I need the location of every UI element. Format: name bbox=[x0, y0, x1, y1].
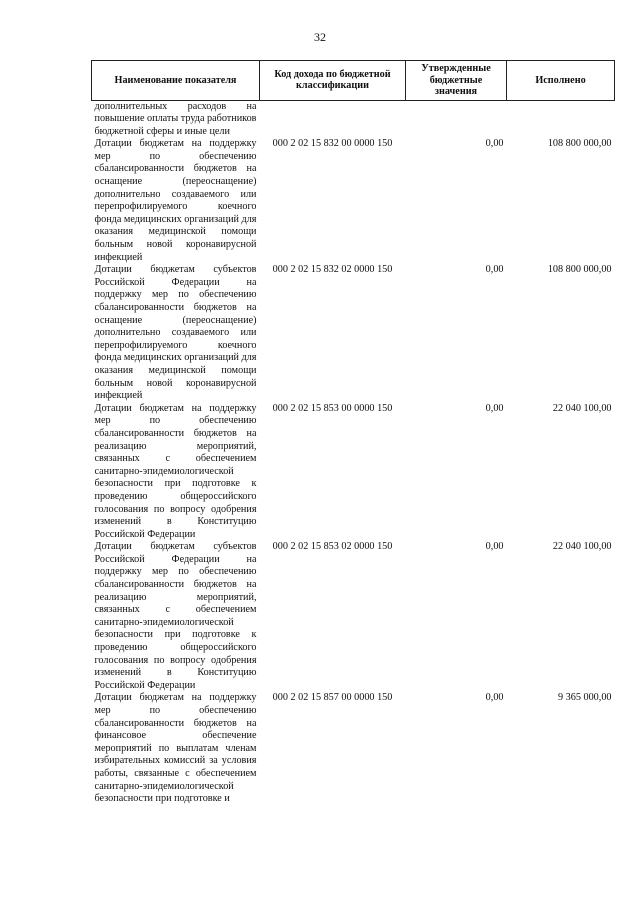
executed-value: 22 040 100,00 bbox=[552, 402, 612, 414]
header-indicator-name: Наименование показателя bbox=[92, 61, 260, 101]
approved-value: 0,00 bbox=[485, 402, 504, 414]
table-row bbox=[92, 100, 615, 138]
approved-value: 0,00 bbox=[485, 138, 504, 150]
executed-value: 108 800 000,00 bbox=[547, 138, 612, 150]
table-row bbox=[92, 692, 615, 805]
budget-revenue-table bbox=[91, 60, 615, 806]
header-revenue-code: Код дохода по бюджетной классификации bbox=[260, 61, 406, 101]
executed-value bbox=[507, 100, 615, 138]
indicator-name: Дотации бюджетам на поддержку мер по обеспечению сбалансированности бюджетов на финансовое обеспечение мероприятий по выплатам членам избирательных комиссий за условия работы, связанные с обеспечением санитарно-эпидемиологической безопасности при подготовке и bbox=[94, 692, 257, 805]
approved-value: 0,00 bbox=[485, 264, 504, 276]
executed-value: 9 365 000,00 bbox=[558, 692, 612, 704]
indicator-name: Дотации бюджетам на поддержку мер по обеспечению сбалансированности бюджетов на оснащение (переоснащение) дополнительно создаваемого или перепрофилируемого коечного фонда медицинских организаций для оказания медицинской помощи больным новой коронавирусной инфекцией bbox=[94, 138, 257, 263]
table-header-row bbox=[92, 61, 615, 101]
approved-value bbox=[406, 100, 507, 138]
executed-value: 22 040 100,00 bbox=[552, 541, 612, 553]
approved-value: 0,00 bbox=[485, 692, 504, 704]
indicator-name: дополнительных расходов на повышение оплаты труда работников бюджетной сферы и иные цели bbox=[94, 100, 257, 137]
indicator-name: Дотации бюджетам субъектов Российской Федерации на поддержку мер по обеспечению сбалансированности бюджетов на реализацию мероприятий, связанных с обеспечением санитарно-эпидемиологической безопасности при подготовке к проведению общероссийского голосования по вопросу одобрения изменений в Конституцию Российской Федерации bbox=[94, 541, 257, 691]
approved-value: 0,00 bbox=[485, 541, 504, 553]
revenue-code: 000 2 02 15 857 00 0000 150 bbox=[272, 692, 393, 704]
table-row bbox=[92, 403, 615, 542]
revenue-code: 000 2 02 15 832 02 0000 150 bbox=[272, 264, 393, 276]
executed-value: 108 800 000,00 bbox=[547, 264, 612, 276]
table-row bbox=[92, 138, 615, 264]
revenue-code: 000 2 02 15 853 02 0000 150 bbox=[272, 541, 393, 553]
header-executed: Исполнено bbox=[507, 61, 615, 101]
revenue-code: 000 2 02 15 832 00 0000 150 bbox=[272, 138, 393, 150]
table-row bbox=[92, 264, 615, 403]
revenue-code: 000 2 02 15 853 00 0000 150 bbox=[272, 402, 393, 414]
indicator-name: Дотации бюджетам субъектов Российской Федерации на поддержку мер по обеспечению сбалансированности бюджетов на оснащение (переоснащение) дополнительно создаваемого или перепрофилируемого коечного фонда медицинских организаций для оказания медицинской помощи больным новой коронавирусной инфекцией bbox=[94, 264, 257, 402]
indicator-name: Дотации бюджетам на поддержку мер по обеспечению сбалансированности бюджетов на реализацию мероприятий, связанных с обеспечением санитарно-эпидемиологической безопасности при подготовке к проведению общероссийского голосования по вопросу одобрения изменений в Конституцию Российской Федерации bbox=[94, 402, 257, 540]
header-approved-values: Утвержденные бюджетные значения bbox=[406, 61, 507, 101]
revenue-code bbox=[260, 100, 406, 138]
table-row bbox=[92, 541, 615, 692]
page-number: 32 bbox=[314, 30, 326, 44]
